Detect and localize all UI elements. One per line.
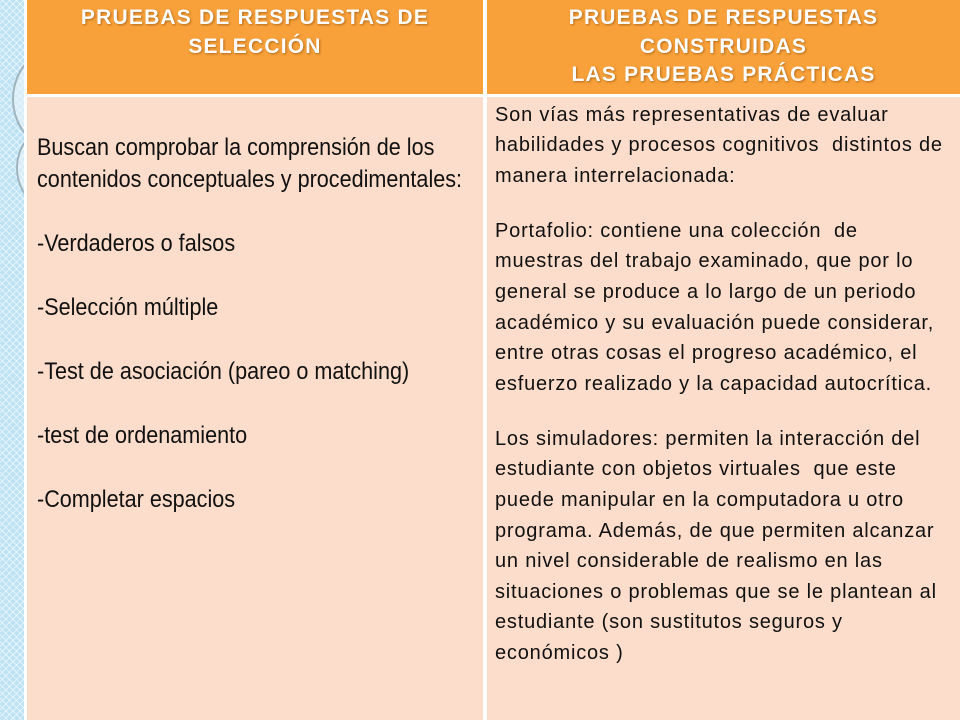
text-line: manera interrelacionada: [495,164,736,187]
text-line: un nivel considerable de realismo en las [495,550,883,573]
header-line: SELECCIÓN [188,34,322,58]
text-line: estudiante con objetos virtuales que este [495,458,897,481]
paragraph-simulators [495,424,960,669]
header-line: LAS PRUEBAS PRÁCTICAS [571,63,876,86]
list-item: -Selección múltiple [37,294,219,321]
text-line: Son vías más representativas de evaluar [495,103,889,126]
text-line: entre otras cosas el progreso académico, el [495,342,918,365]
text-line: esfuerzo realizado y la capacidad autocrítica. [495,372,933,395]
text-line: económicos ) [495,641,624,664]
text-line: académico y su evaluación puede considerar, [495,311,935,334]
text-line: habilidades y procesos cognitivos distintos de [495,134,943,157]
header-cell-constructed-tests [487,0,960,94]
paragraph-description [495,100,960,192]
header-line: CONSTRUIDAS [639,34,808,58]
text-line: estudiante (son sustitutos seguros y [495,611,843,634]
text-line: Los simuladores: permiten la interacción del [495,427,921,450]
intro-paragraph [37,132,483,196]
list-item: -Completar espacios [37,486,236,513]
text-line: general se produce a lo largo de un periodo [495,281,917,304]
header-cell-selection-tests [27,0,483,94]
text-line: muestras del trabajo examinado, que por lo [495,250,914,273]
list-item: -Test de asociación (pareo o matching) [37,358,410,385]
text-line: contenidos conceptuales y procedimentales: [37,166,463,193]
body-cell-constructed-tests [487,97,960,720]
text-line: Portafolio: contiene una colección de [495,219,858,242]
text-line: situaciones o problemas que se le plantean al [495,580,937,603]
header-line: PRUEBAS DE RESPUESTAS [568,6,879,29]
body-cell-selection-tests [27,97,483,720]
list-item: -test de ordenamiento [37,422,248,449]
header-line: PRUEBAS DE RESPUESTAS DE [80,6,430,29]
text-line: puede manipular en la computadora u otro [495,489,904,511]
text-line: Buscan comprobar la comprensión de los [37,134,435,161]
text-line: programa. Además, de que permiten alcanzar [495,519,935,542]
paragraph-portfolio [495,216,960,400]
list-item: -Verdaderos o falsos [37,230,236,257]
comparison-table [24,0,960,720]
